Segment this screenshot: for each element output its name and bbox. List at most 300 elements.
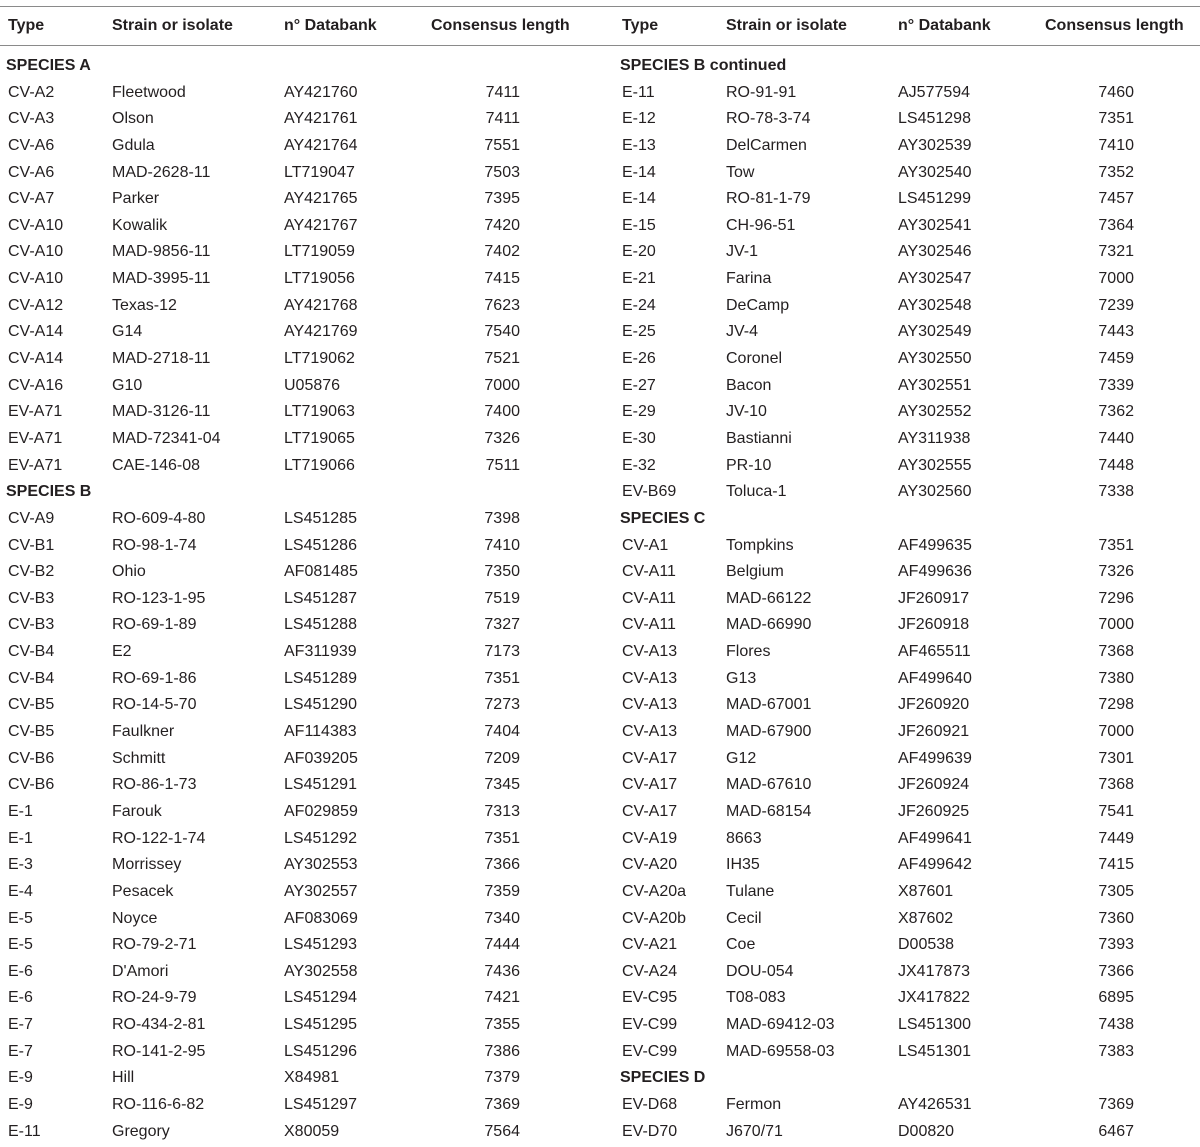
cell-consensus-length: 7340 — [484, 909, 520, 927]
cell-databank: LS451285 — [284, 509, 357, 527]
cell-databank: AF499636 — [898, 563, 972, 581]
cell-consensus-length: 7366 — [484, 856, 520, 874]
cell-consensus-length: 7368 — [1098, 776, 1134, 794]
cell-type: CV-A6 — [8, 163, 55, 181]
cell-consensus-length: 7541 — [1098, 802, 1134, 820]
cell-strain: Bacon — [726, 376, 772, 394]
header-strain: Strain or isolate — [112, 17, 233, 34]
cell-databank: LS451298 — [898, 110, 971, 128]
section-title: SPECIES A — [6, 57, 91, 74]
cell-databank: AY302548 — [898, 296, 972, 314]
cell-consensus-length: 7296 — [1098, 589, 1134, 607]
cell-strain: Farina — [726, 270, 772, 288]
cell-consensus-length: 7436 — [484, 962, 520, 980]
cell-strain: Faulkner — [112, 723, 175, 741]
cell-type: CV-B3 — [8, 589, 55, 607]
cell-strain: MAD-3126-11 — [112, 403, 211, 421]
section-header-row — [0, 479, 590, 506]
header-row-left — [0, 15, 590, 37]
table-row — [614, 426, 1200, 453]
cell-databank: AY302541 — [898, 216, 972, 234]
cell-strain: RO-24-9-79 — [112, 989, 197, 1007]
cell-consensus-length: 7459 — [1098, 350, 1134, 368]
cell-consensus-length: 7443 — [1098, 323, 1134, 341]
cell-strain: Flores — [726, 643, 771, 661]
cell-type: CV-B5 — [8, 723, 55, 741]
cell-databank: LS451291 — [284, 776, 357, 794]
cell-type: E-30 — [622, 429, 656, 447]
cell-strain: Belgium — [726, 563, 784, 581]
cell-consensus-length: 7000 — [1098, 270, 1134, 288]
table-row — [614, 985, 1200, 1012]
table-row — [0, 80, 590, 107]
table-row — [0, 612, 590, 639]
cell-type: E-11 — [622, 83, 655, 101]
cell-consensus-length: 7350 — [484, 563, 520, 581]
cell-databank: AY302558 — [284, 962, 358, 980]
cell-databank: AY302539 — [898, 136, 972, 154]
cell-databank: X87601 — [898, 882, 954, 900]
table-row — [614, 932, 1200, 959]
cell-strain: DeCamp — [726, 296, 790, 314]
cell-type: CV-A24 — [622, 962, 678, 980]
cell-databank: JF260925 — [898, 802, 970, 820]
table-row — [614, 186, 1200, 213]
cell-consensus-length: 7327 — [484, 616, 520, 634]
table-row — [614, 533, 1200, 560]
cell-databank: AY302547 — [898, 270, 972, 288]
table-row — [614, 479, 1200, 506]
cell-type: E-13 — [622, 136, 656, 154]
cell-consensus-length: 7359 — [484, 882, 520, 900]
cell-databank: LS451300 — [898, 1016, 971, 1034]
cell-strain: MAD-2628-11 — [112, 163, 211, 181]
section-header-row — [614, 1065, 1200, 1092]
cell-consensus-length: 7351 — [1098, 536, 1134, 554]
table-row — [0, 772, 590, 799]
cell-databank: LT719062 — [284, 350, 355, 368]
cell-type: CV-A6 — [8, 136, 55, 154]
cell-databank: AF029859 — [284, 802, 358, 820]
cell-databank: LT719066 — [284, 456, 355, 474]
table-row — [0, 852, 590, 879]
cell-databank: AF499640 — [898, 669, 972, 687]
cell-consensus-length: 7360 — [1098, 909, 1134, 927]
cell-type: EV-A71 — [8, 403, 63, 421]
cell-type: CV-B5 — [8, 696, 55, 714]
cell-databank: LS451292 — [284, 829, 357, 847]
table-row — [614, 799, 1200, 826]
cell-type: CV-A13 — [622, 696, 678, 714]
cell-consensus-length: 7503 — [484, 163, 520, 181]
cell-consensus-length: 7398 — [484, 509, 520, 527]
cell-strain: MAD-66122 — [726, 589, 812, 607]
table-row — [0, 666, 590, 693]
cell-databank: AY302550 — [898, 350, 972, 368]
cell-type: E-15 — [622, 216, 656, 234]
cell-type: E-1 — [8, 802, 33, 820]
table-row — [0, 506, 590, 533]
cell-databank: JF260924 — [898, 776, 970, 794]
cell-type: CV-B4 — [8, 643, 55, 661]
cell-type: E-9 — [8, 1095, 33, 1113]
cell-type: E-9 — [8, 1069, 33, 1087]
cell-consensus-length: 7364 — [1098, 216, 1134, 234]
table-row — [0, 719, 590, 746]
cell-type: CV-A17 — [622, 749, 678, 767]
cell-databank: LT719056 — [284, 270, 355, 288]
table-row — [614, 453, 1200, 480]
table-row — [0, 559, 590, 586]
table-row — [614, 612, 1200, 639]
cell-consensus-length: 7540 — [484, 323, 520, 341]
cell-strain: MAD-69412-03 — [726, 1016, 835, 1034]
cell-strain: Gregory — [112, 1122, 170, 1140]
cell-databank: AY421760 — [284, 83, 358, 101]
header-consensus-length: Consensus length — [1045, 17, 1184, 34]
table-row — [0, 906, 590, 933]
cell-type: CV-A20b — [622, 909, 687, 927]
table-row — [614, 666, 1200, 693]
cell-strain: DelCarmen — [726, 136, 807, 154]
table-row — [614, 906, 1200, 933]
cell-consensus-length: 7420 — [484, 216, 520, 234]
cell-strain: Schmitt — [112, 749, 166, 767]
cell-strain: DOU-054 — [726, 962, 794, 980]
cell-type: E-11 — [8, 1122, 41, 1140]
table-row — [614, 559, 1200, 586]
cell-type: CV-A14 — [8, 323, 64, 341]
cell-type: E-21 — [622, 270, 656, 288]
cell-type: CV-A20 — [622, 856, 678, 874]
table-row — [0, 879, 590, 906]
cell-consensus-length: 7448 — [1098, 456, 1134, 474]
cell-consensus-length: 7369 — [484, 1095, 520, 1113]
cell-type: CV-A19 — [622, 829, 678, 847]
cell-databank: LS451290 — [284, 696, 357, 714]
cell-consensus-length: 7273 — [484, 696, 520, 714]
cell-strain: G12 — [726, 749, 757, 767]
cell-databank: LS451301 — [898, 1042, 971, 1060]
cell-consensus-length: 7511 — [485, 456, 520, 474]
cell-databank: AY302555 — [898, 456, 972, 474]
table-row — [0, 213, 590, 240]
cell-consensus-length: 7521 — [484, 350, 520, 368]
table-row — [0, 639, 590, 666]
cell-type: EV-D70 — [622, 1122, 678, 1140]
table-row — [614, 772, 1200, 799]
cell-consensus-length: 7460 — [1098, 83, 1134, 101]
table-row — [0, 1119, 590, 1146]
cell-strain: CAE-146-08 — [112, 456, 201, 474]
cell-type: CV-A2 — [8, 83, 55, 101]
cell-strain: MAD-2718-11 — [112, 350, 211, 368]
cell-consensus-length: 7351 — [1098, 110, 1134, 128]
cell-consensus-length: 7551 — [484, 136, 520, 154]
cell-databank: AF311939 — [284, 643, 357, 661]
cell-type: CV-A17 — [622, 776, 678, 794]
cell-strain: Bastianni — [726, 429, 792, 447]
cell-consensus-length: 7351 — [484, 669, 520, 687]
header-type: Type — [8, 17, 45, 34]
table-row — [0, 266, 590, 293]
cell-databank: AY421768 — [284, 296, 358, 314]
cell-consensus-length: 7380 — [1098, 669, 1134, 687]
cell-strain: Tow — [726, 163, 755, 181]
cell-strain: Cecil — [726, 909, 762, 927]
cell-strain: RO-79-2-71 — [112, 936, 197, 954]
cell-strain: MAD-9856-11 — [112, 243, 211, 261]
table-row — [0, 186, 590, 213]
table-row — [0, 133, 590, 160]
cell-strain: RO-91-91 — [726, 83, 797, 101]
cell-databank: AY302549 — [898, 323, 972, 341]
table-row — [614, 826, 1200, 853]
table-row — [614, 959, 1200, 986]
cell-type: CV-A11 — [622, 589, 676, 607]
cell-databank: LS451294 — [284, 989, 357, 1007]
cell-databank: AF499641 — [898, 829, 972, 847]
cell-databank: X87602 — [898, 909, 954, 927]
cell-strain: J670/71 — [726, 1122, 783, 1140]
cell-type: E-14 — [622, 190, 656, 208]
cell-type: CV-B4 — [8, 669, 55, 687]
table-row — [0, 1039, 590, 1066]
cell-strain: MAD-66990 — [726, 616, 812, 634]
cell-databank: AY421761 — [284, 110, 358, 128]
table-row — [0, 932, 590, 959]
cell-databank: AF499642 — [898, 856, 972, 874]
cell-databank: LS451299 — [898, 190, 971, 208]
cell-consensus-length: 6467 — [1098, 1122, 1134, 1140]
cell-databank: AY302560 — [898, 483, 972, 501]
cell-strain: Fermon — [726, 1095, 782, 1113]
section-title: SPECIES B continued — [620, 57, 787, 74]
section-header-row — [614, 506, 1200, 533]
cell-type: CV-B6 — [8, 776, 55, 794]
cell-strain: G13 — [726, 669, 757, 687]
table-row — [614, 1119, 1200, 1146]
header-databank: n° Databank — [898, 17, 991, 34]
cell-databank: AF499635 — [898, 536, 972, 554]
rows-left — [0, 53, 600, 1145]
cell-consensus-length: 7383 — [1098, 1042, 1134, 1060]
cell-databank: JF260920 — [898, 696, 970, 714]
cell-consensus-length: 7338 — [1098, 483, 1134, 501]
table-row — [614, 719, 1200, 746]
cell-consensus-length: 7410 — [1098, 136, 1134, 154]
cell-consensus-length: 7305 — [1098, 882, 1134, 900]
cell-strain: RO-609-4-80 — [112, 509, 206, 527]
cell-consensus-length: 7301 — [1098, 749, 1134, 767]
cell-strain: RO-434-2-81 — [112, 1016, 206, 1034]
cell-type: E-20 — [622, 243, 656, 261]
cell-type: CV-B2 — [8, 563, 55, 581]
cell-type: CV-A14 — [8, 350, 64, 368]
cell-type: E-27 — [622, 376, 656, 394]
cell-type: E-5 — [8, 936, 33, 954]
cell-databank: AY302546 — [898, 243, 972, 261]
cell-type: EV-A71 — [8, 456, 63, 474]
cell-consensus-length: 7339 — [1098, 376, 1134, 394]
cell-strain: RO-69-1-86 — [112, 669, 197, 687]
cell-consensus-length: 7352 — [1098, 163, 1134, 181]
cell-strain: Toluca-1 — [726, 483, 787, 501]
header-strain: Strain or isolate — [726, 17, 847, 34]
cell-databank: AY421767 — [284, 216, 358, 234]
cell-type: E-3 — [8, 856, 33, 874]
table-row — [0, 1012, 590, 1039]
section-title: SPECIES C — [620, 509, 706, 527]
table-row — [0, 239, 590, 266]
table-row — [614, 746, 1200, 773]
cell-strain: MAD-67001 — [726, 696, 812, 714]
table-row — [614, 586, 1200, 613]
table-row — [614, 639, 1200, 666]
table-row — [0, 692, 590, 719]
cell-databank: AY421769 — [284, 323, 358, 341]
cell-type: CV-A16 — [8, 376, 64, 394]
cell-consensus-length: 7351 — [484, 829, 520, 847]
cell-databank: X80059 — [284, 1122, 340, 1140]
cell-strain: D'Amori — [112, 962, 169, 980]
cell-type: CV-A10 — [8, 216, 64, 234]
cell-type: EV-C95 — [622, 989, 678, 1007]
table-row — [0, 586, 590, 613]
cell-consensus-length: 7386 — [484, 1042, 520, 1060]
cell-strain: RO-14-5-70 — [112, 696, 197, 714]
table-row — [0, 160, 590, 187]
cell-strain: Coe — [726, 936, 756, 954]
cell-type: CV-A20a — [622, 882, 687, 900]
cell-strain: Kowalik — [112, 216, 168, 234]
rows-right — [614, 53, 1200, 1145]
cell-consensus-length: 7313 — [484, 802, 520, 820]
table-row — [614, 213, 1200, 240]
cell-strain: RO-122-1-74 — [112, 829, 206, 847]
section-title: SPECIES D — [620, 1069, 706, 1087]
cell-databank: LS451297 — [284, 1095, 357, 1113]
cell-type: EV-C99 — [622, 1016, 678, 1034]
table-right-half — [614, 0, 1200, 1147]
cell-type: E-12 — [622, 110, 656, 128]
cell-consensus-length: 7209 — [484, 749, 520, 767]
cell-type: E-6 — [8, 962, 33, 980]
cell-consensus-length: 7369 — [1098, 1095, 1134, 1113]
cell-type: E-7 — [8, 1016, 33, 1034]
cell-consensus-length: 7438 — [1098, 1016, 1134, 1034]
cell-consensus-length: 7298 — [1098, 696, 1134, 714]
cell-consensus-length: 7395 — [484, 190, 520, 208]
cell-databank: JX417873 — [898, 962, 971, 980]
cell-strain: Pesacek — [112, 882, 174, 900]
cell-strain: Tompkins — [726, 536, 794, 554]
cell-type: CV-A12 — [8, 296, 64, 314]
cell-type: CV-B6 — [8, 749, 55, 767]
cell-consensus-length: 7564 — [484, 1122, 520, 1140]
table-row — [614, 160, 1200, 187]
table-row — [0, 293, 590, 320]
cell-consensus-length: 7415 — [1098, 856, 1134, 874]
table-row — [0, 799, 590, 826]
cell-type: E-26 — [622, 350, 656, 368]
cell-databank: U05876 — [284, 376, 341, 394]
cell-strain: PR-10 — [726, 456, 772, 474]
cell-consensus-length: 7457 — [1098, 190, 1134, 208]
table-row — [0, 533, 590, 560]
cell-databank: LT719065 — [284, 429, 355, 447]
cell-databank: AY302553 — [284, 856, 358, 874]
cell-consensus-length: 7415 — [484, 270, 520, 288]
cell-strain: RO-69-1-89 — [112, 616, 197, 634]
table-row — [614, 879, 1200, 906]
cell-databank: LS451293 — [284, 936, 357, 954]
cell-type: CV-A1 — [622, 536, 669, 554]
cell-strain: RO-123-1-95 — [112, 589, 206, 607]
cell-type: CV-A17 — [622, 802, 678, 820]
cell-consensus-length: 7402 — [484, 243, 520, 261]
cell-consensus-length: 7623 — [484, 296, 520, 314]
cell-databank: D00538 — [898, 936, 955, 954]
table-row — [614, 266, 1200, 293]
cell-databank: AY302557 — [284, 882, 358, 900]
cell-type: E-6 — [8, 989, 33, 1007]
cell-strain: Ohio — [112, 563, 146, 581]
cell-databank: JX417822 — [898, 989, 971, 1007]
section-header-row — [0, 53, 590, 80]
table-row — [0, 319, 590, 346]
table-row — [0, 346, 590, 373]
cell-databank: AY311938 — [898, 429, 971, 447]
cell-strain: G14 — [112, 323, 143, 341]
table-row — [614, 1039, 1200, 1066]
table-row — [614, 80, 1200, 107]
cell-strain: MAD-69558-03 — [726, 1042, 835, 1060]
cell-strain: MAD-3995-11 — [112, 270, 211, 288]
cell-type: CV-A9 — [8, 509, 55, 527]
table-row — [0, 399, 590, 426]
cell-databank: LS451295 — [284, 1016, 357, 1034]
table-row — [614, 293, 1200, 320]
cell-strain: E2 — [112, 643, 132, 661]
cell-databank: AF081485 — [284, 563, 358, 581]
cell-databank: LS451296 — [284, 1042, 357, 1060]
cell-strain: JV-1 — [726, 243, 759, 261]
cell-databank: AY426531 — [898, 1095, 972, 1113]
cell-databank: AY302552 — [898, 403, 972, 421]
cell-strain: Hill — [112, 1069, 135, 1087]
cell-consensus-length: 7411 — [485, 83, 520, 101]
cell-consensus-length: 7173 — [484, 643, 520, 661]
cell-type: CV-A13 — [622, 669, 678, 687]
cell-strain: Farouk — [112, 802, 162, 820]
table-row — [614, 852, 1200, 879]
cell-strain: MAD-72341-04 — [112, 429, 221, 447]
cell-type: E-7 — [8, 1042, 33, 1060]
cell-type: E-25 — [622, 323, 656, 341]
cell-databank: LS451289 — [284, 669, 357, 687]
cell-databank: LT719047 — [284, 163, 355, 181]
cell-type: CV-A11 — [622, 616, 676, 634]
cell-strain: MAD-67610 — [726, 776, 812, 794]
table-row — [614, 373, 1200, 400]
table-row — [0, 959, 590, 986]
table-row — [614, 106, 1200, 133]
cell-consensus-length: 7444 — [484, 936, 520, 954]
header-row-right — [614, 15, 1200, 37]
cell-type: CV-A11 — [622, 563, 676, 581]
cell-type: CV-A10 — [8, 243, 64, 261]
